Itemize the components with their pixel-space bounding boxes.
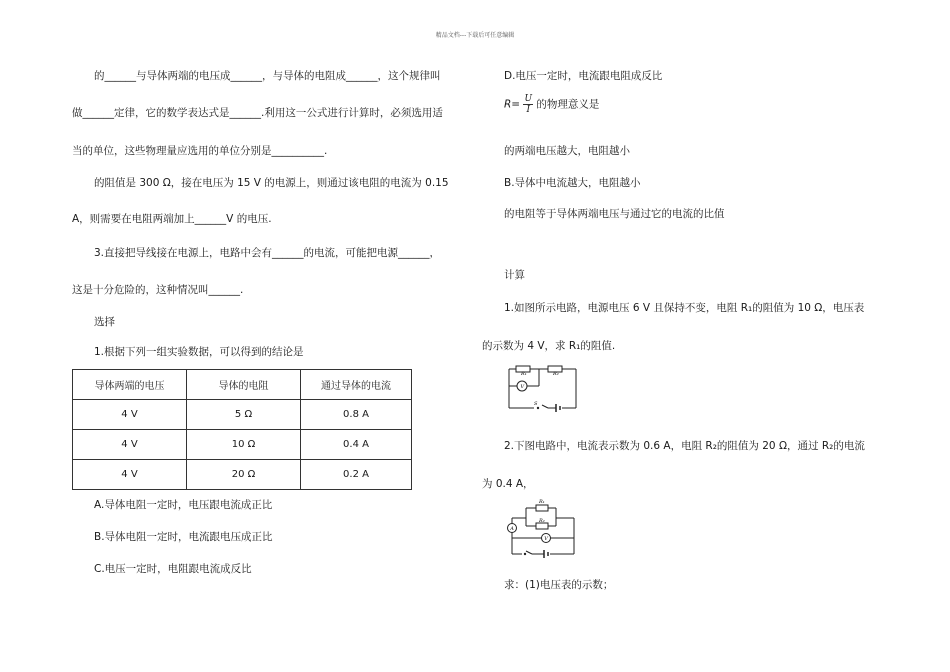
option-line: 的两端电压越大，电阻越小 [504, 145, 630, 157]
table-cell: 0.4 A [301, 430, 412, 460]
text-line: 做______定律，它的数学表达式是______.利用这一公式进行计算时，必须选用适 [72, 107, 443, 119]
table-header: 导体两端的电压 [73, 370, 187, 400]
formula-line [504, 94, 599, 115]
label-v: V [544, 536, 548, 542]
formula-denominator: I [526, 105, 531, 115]
table-row [73, 400, 412, 430]
resistor-r1-icon [536, 505, 548, 511]
label-a: A [510, 526, 514, 532]
table-cell: 0.8 A [301, 400, 412, 430]
option-line: 的电阻等于导体两端电压与通过它的电流的比值 [504, 208, 725, 220]
option-b: B.导体电阻一定时，电流跟电压成正比 [94, 531, 273, 543]
table-row [73, 430, 412, 460]
table-cell: 4 V [73, 430, 187, 460]
text-line: 的______与导体两端的电压成______，与导体的电阻成______，这个规律叫 [94, 70, 441, 82]
switch-icon [524, 553, 526, 555]
section-heading-choice: 选择 [94, 316, 115, 328]
circuit-diagram-2 [504, 498, 580, 558]
text-line: 这是十分危险的，这种情况叫______. [72, 284, 244, 296]
table-cell: 20 Ω [187, 460, 301, 490]
option-c: C.电压一定时，电阻跟电流成反比 [94, 563, 252, 575]
question-text: 求：(1)电压表的示数； [504, 579, 614, 591]
question-text: 1.根据下列一组实验数据，可以得到的结论是 [94, 346, 304, 358]
table-header: 通过导体的电流 [301, 370, 412, 400]
label-r1: R₁ [539, 499, 545, 505]
switch-icon [537, 407, 539, 409]
circuit-diagram-1 [504, 364, 580, 412]
question-text: 的示数为 4 V，求 R₁的阻值. [482, 340, 616, 352]
label-s: S [534, 401, 538, 407]
label-r2: R₂ [553, 371, 559, 377]
formula-text: 的物理意义是 [536, 98, 600, 111]
text-line: A，则需要在电阻两端加上______V 的电压. [72, 213, 272, 225]
table-cell: 5 Ω [187, 400, 301, 430]
option-d: D.电压一定时，电流跟电阻成反比 [504, 70, 663, 82]
data-table [72, 369, 412, 490]
table-cell: 0.2 A [301, 460, 412, 490]
formula-lhs: R= [504, 98, 521, 111]
text-line: 3.直接把导线接在电源上，电路中会有______的电流，可能把电源______， [94, 247, 441, 259]
formula-numerator: U [524, 94, 533, 104]
table-cell: 4 V [73, 460, 187, 490]
option-line: B.导体中电流越大，电阻越小 [504, 177, 641, 189]
text-line: 的阻值是 300 Ω，接在电压为 15 V 的电源上，则通过该电阻的电流为 0.15 [94, 177, 449, 189]
option-a: A.导体电阻一定时，电压跟电流成正比 [94, 499, 273, 511]
label-r2: R₂ [539, 518, 545, 524]
question-text: 为 0.4 A， [482, 478, 534, 490]
table-header-row [73, 370, 412, 400]
page-header: 精品文档---下载后可任意编辑 [435, 32, 515, 39]
question-text: 1.如图所示电路，电源电压 6 V 且保持不变，电阻 R₁的阻值为 10 Ω，电压表 [504, 302, 865, 314]
formula-fraction [523, 94, 533, 115]
text-line: 当的单位，这些物理量应选用的单位分别是__________. [72, 145, 328, 157]
question-text: 2.下图电路中，电流表示数为 0.6 A，电阻 R₂的阻值为 20 Ω，通过 R₂的电流 [504, 440, 865, 452]
table-row [73, 460, 412, 490]
section-heading-calc: 计算 [504, 269, 525, 281]
table-cell: 4 V [73, 400, 187, 430]
table-header: 导体的电阻 [187, 370, 301, 400]
label-v: V [520, 384, 525, 390]
label-r1: R₁ [521, 371, 527, 377]
table-cell: 10 Ω [187, 430, 301, 460]
